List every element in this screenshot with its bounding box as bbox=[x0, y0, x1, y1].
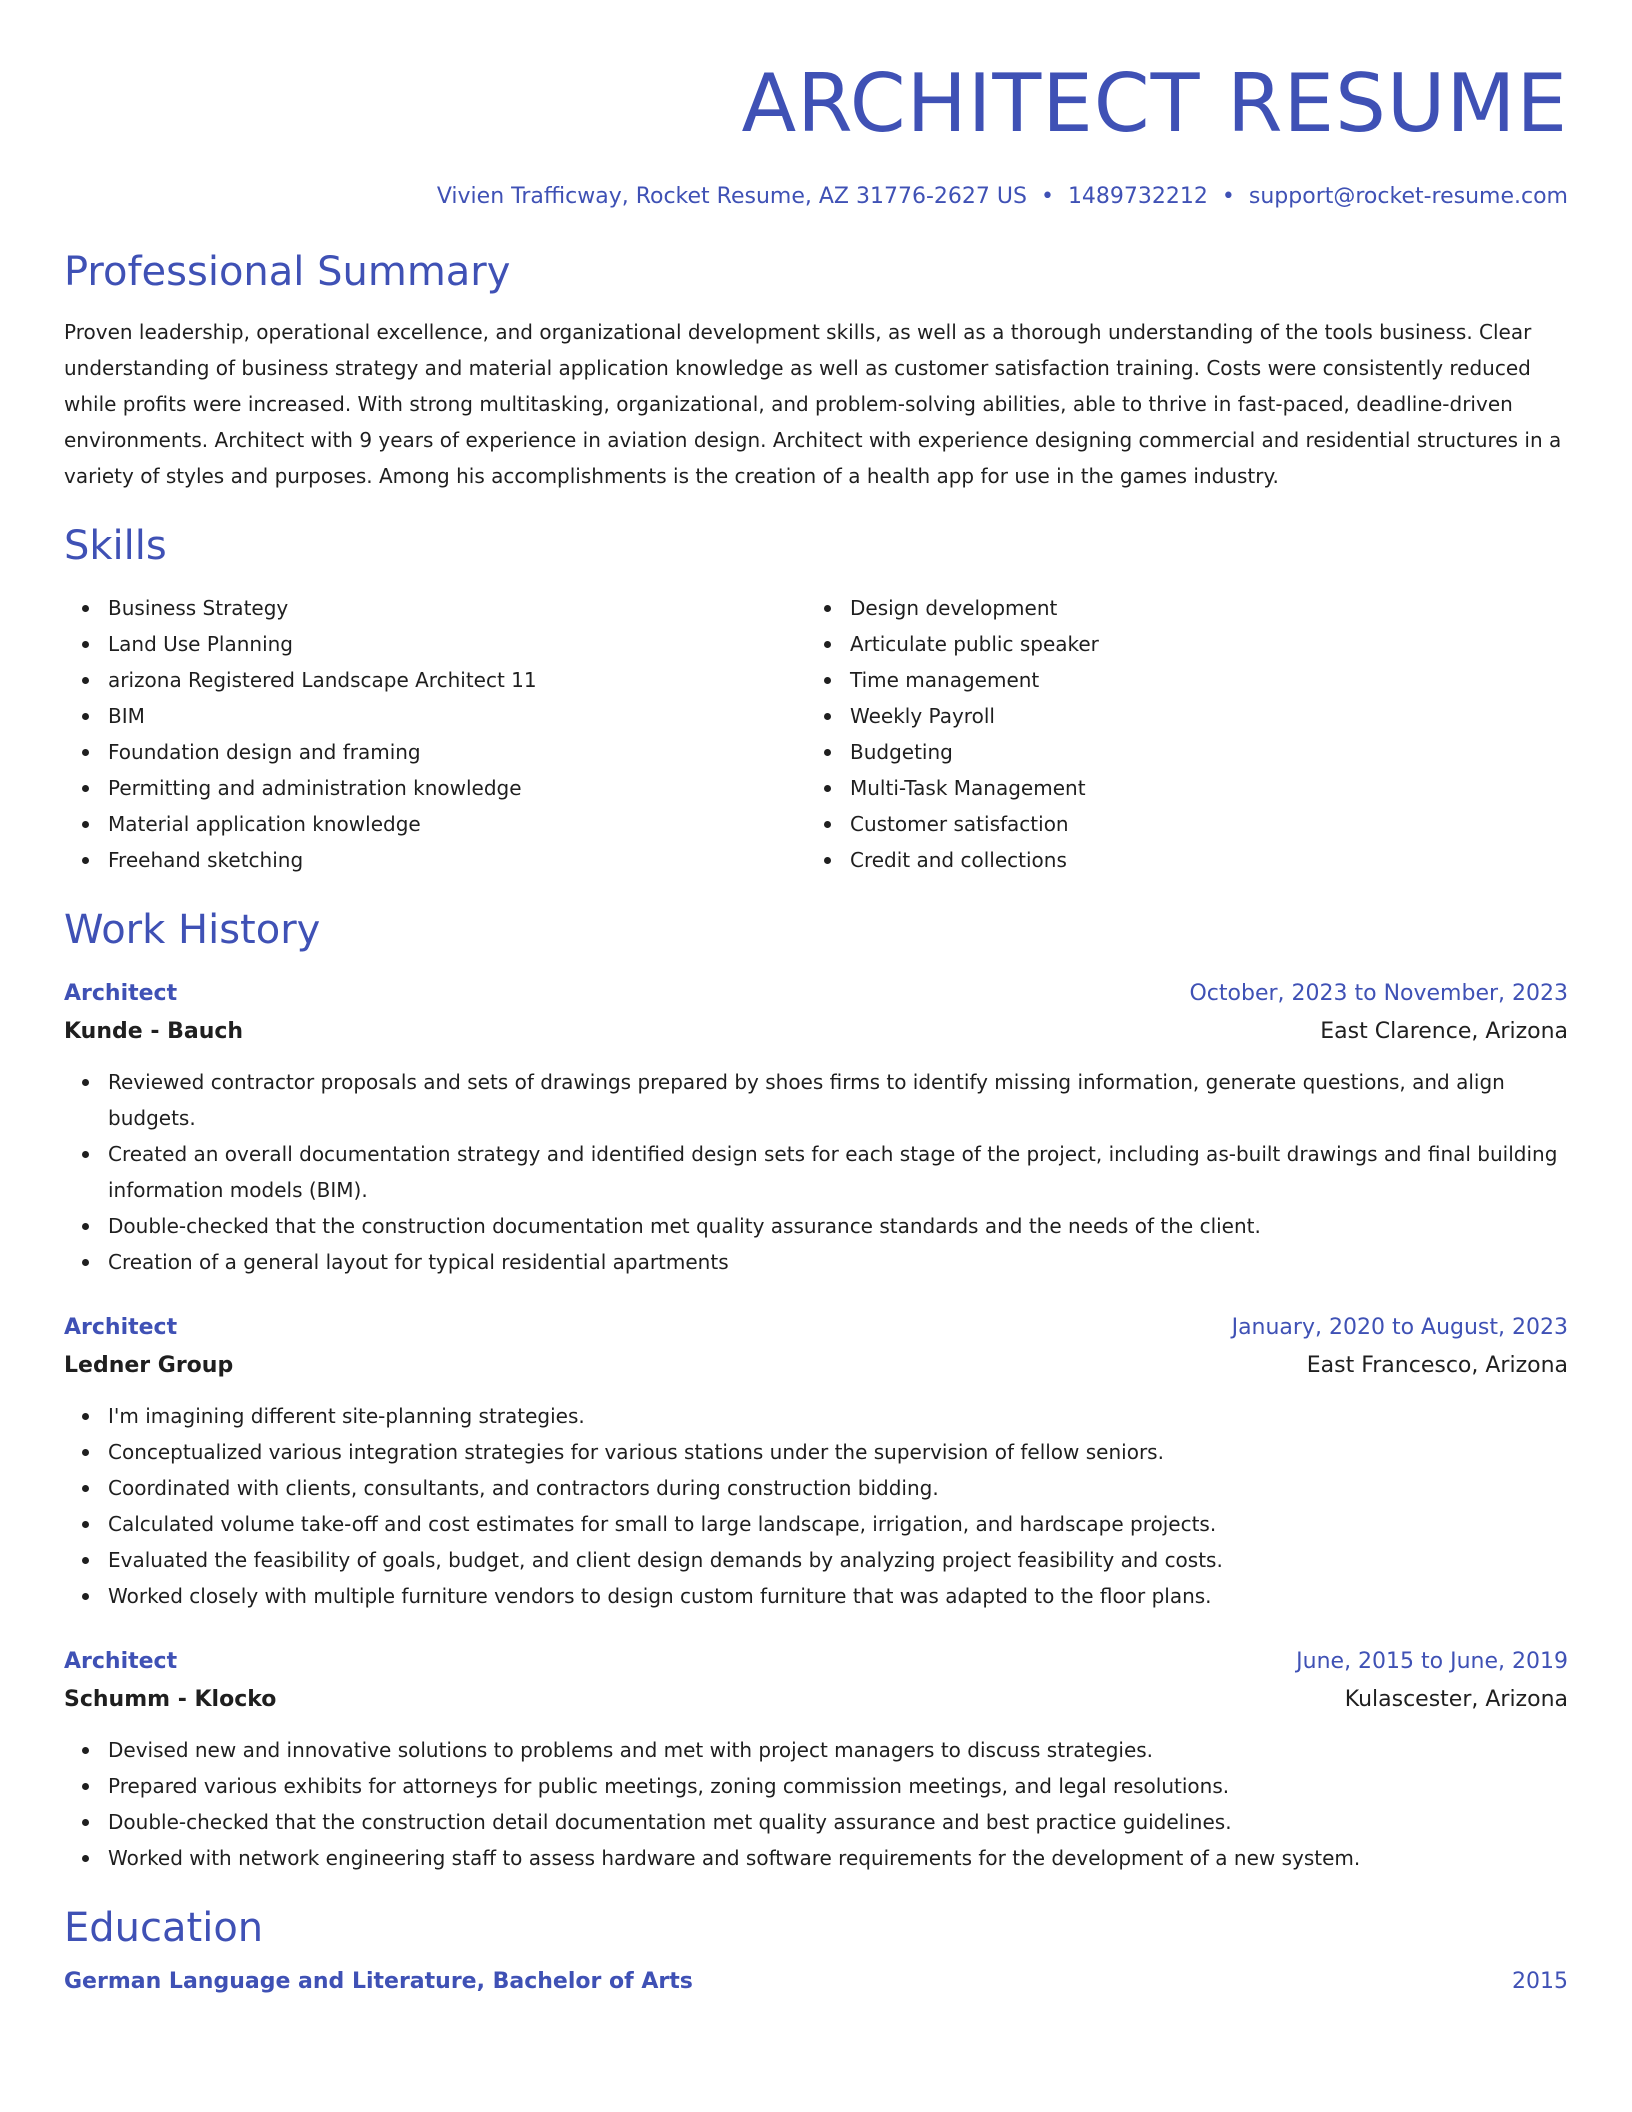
skill-item: Design development bbox=[850, 590, 1548, 626]
job-location: Kulascester, Arizona bbox=[1344, 1687, 1568, 1712]
job-header-row bbox=[64, 1644, 1568, 1680]
resume-header bbox=[64, 0, 1568, 212]
skill-item: Budgeting bbox=[850, 734, 1548, 770]
skill-item: BIM bbox=[108, 698, 806, 734]
education-section bbox=[64, 1902, 1568, 2000]
skill-item: Credit and collections bbox=[850, 842, 1548, 878]
job-company: Kunde - Bauch bbox=[64, 1019, 244, 1044]
contact-line bbox=[64, 182, 1568, 212]
job-location: East Francesco, Arizona bbox=[1306, 1353, 1568, 1378]
skills-grid bbox=[64, 590, 1568, 878]
skills-heading: Skills bbox=[64, 523, 167, 569]
skill-item: Time management bbox=[850, 662, 1548, 698]
skill-item: Weekly Payroll bbox=[850, 698, 1548, 734]
skill-item: Business Strategy bbox=[108, 590, 806, 626]
job-dates: October, 2023 to November, 2023 bbox=[1189, 981, 1568, 1006]
job-entry bbox=[64, 1310, 1568, 1614]
skills-section bbox=[64, 520, 1568, 878]
job-company-row bbox=[64, 1012, 1568, 1052]
job-entry bbox=[64, 976, 1568, 1280]
job-dates: January, 2020 to August, 2023 bbox=[1231, 1315, 1568, 1340]
job-bullets bbox=[64, 1732, 1568, 1876]
job-company: Ledner Group bbox=[64, 1353, 234, 1378]
job-bullet: Calculated volume take-off and cost estimates for small to large landscape, irrigation, and hardscape projects. bbox=[108, 1506, 1568, 1542]
job-bullet: Double-checked that the construction detail documentation met quality assurance and best practice guidelines. bbox=[108, 1804, 1568, 1840]
job-bullet: Double-checked that the construction documentation met quality assurance standards and the needs of the client. bbox=[108, 1208, 1568, 1244]
job-dates: June, 2015 to June, 2019 bbox=[1296, 1649, 1568, 1674]
job-bullet: Prepared various exhibits for attorneys for public meetings, zoning commission meetings, and legal resolutions. bbox=[108, 1768, 1568, 1804]
document-title: ARCHITECT RESUME bbox=[741, 57, 1568, 150]
work-history-section bbox=[64, 904, 1568, 1876]
skills-column-left bbox=[64, 590, 806, 878]
job-header-row bbox=[64, 976, 1568, 1012]
job-bullet: Devised new and innovative solutions to problems and met with project managers to discuss strategies. bbox=[108, 1732, 1568, 1768]
job-bullet: I'm imagining different site-planning strategies. bbox=[108, 1398, 1568, 1434]
skill-item: Material application knowledge bbox=[108, 806, 806, 842]
work-history-heading: Work History bbox=[64, 907, 321, 953]
contact-email: support@rocket-resume.com bbox=[1248, 184, 1568, 209]
skill-item: Multi-Task Management bbox=[850, 770, 1548, 806]
job-title: Architect bbox=[64, 1315, 178, 1340]
job-title: Architect bbox=[64, 981, 178, 1006]
skill-item: Freehand sketching bbox=[108, 842, 806, 878]
skill-item: Land Use Planning bbox=[108, 626, 806, 662]
job-entry bbox=[64, 1644, 1568, 1876]
job-bullet: Coordinated with clients, consultants, and contractors during construction bidding. bbox=[108, 1470, 1568, 1506]
contact-separator: • bbox=[1040, 184, 1054, 209]
skill-item: Articulate public speaker bbox=[850, 626, 1548, 662]
summary-section bbox=[64, 246, 1568, 494]
education-year: 2015 bbox=[1512, 1969, 1568, 1994]
job-bullet: Conceptualized various integration strategies for various stations under the supervision of fellow seniors. bbox=[108, 1434, 1568, 1470]
skill-item: Foundation design and framing bbox=[108, 734, 806, 770]
contact-address: Vivien Trafficway, Rocket Resume, AZ 31776-2627 US bbox=[436, 184, 1027, 209]
education-degree: German Language and Literature, Bachelor of Arts bbox=[64, 1969, 693, 1994]
job-bullet: Evaluated the feasibility of goals, budget, and client design demands by analyzing project feasibility and costs. bbox=[108, 1542, 1568, 1578]
summary-heading: Professional Summary bbox=[64, 249, 511, 295]
job-company-row bbox=[64, 1346, 1568, 1386]
job-location: East Clarence, Arizona bbox=[1320, 1019, 1568, 1044]
job-header-row bbox=[64, 1310, 1568, 1346]
skills-column-right bbox=[806, 590, 1548, 878]
skill-item: arizona Registered Landscape Architect 11 bbox=[108, 662, 806, 698]
education-heading: Education bbox=[64, 1905, 264, 1951]
job-bullet: Worked with network engineering staff to assess hardware and software requirements for the development of a new system. bbox=[108, 1840, 1568, 1876]
job-company-row bbox=[64, 1680, 1568, 1720]
job-bullets bbox=[64, 1398, 1568, 1614]
skill-item: Customer satisfaction bbox=[850, 806, 1548, 842]
job-bullet: Created an overall documentation strategy and identified design sets for each stage of the project, including as-built drawings and final building information models (BIM). bbox=[108, 1136, 1568, 1208]
job-bullets bbox=[64, 1064, 1568, 1280]
job-company: Schumm - Klocko bbox=[64, 1687, 277, 1712]
contact-separator: • bbox=[1221, 184, 1235, 209]
summary-text: Proven leadership, operational excellence, and organizational development skills, as well as a thorough understanding of the tools business. Clear understanding of business strategy and material application knowledge as well as customer satisfaction training. Costs were consistently reduced while profits were increased. With strong multitasking, organizational, and problem-solving abilities, able to thrive in fast-paced, deadline-driven environments. Architect with 9 years of experience in aviation design. Architect with experience designing commercial and residential structures in a variety of styles and purposes. Among his accomplishments is the creation of a health app for use in the games industry. bbox=[64, 320, 1562, 488]
job-bullet: Worked closely with multiple furniture vendors to design custom furniture that was adapted to the floor plans. bbox=[108, 1578, 1568, 1614]
job-bullet: Reviewed contractor proposals and sets of drawings prepared by shoes firms to identify missing information, generate questions, and align budgets. bbox=[108, 1064, 1568, 1136]
job-title: Architect bbox=[64, 1649, 178, 1674]
skill-item: Permitting and administration knowledge bbox=[108, 770, 806, 806]
education-entry bbox=[64, 1964, 1568, 2000]
job-bullet: Creation of a general layout for typical residential apartments bbox=[108, 1244, 1568, 1280]
contact-phone: 1489732212 bbox=[1067, 184, 1208, 209]
